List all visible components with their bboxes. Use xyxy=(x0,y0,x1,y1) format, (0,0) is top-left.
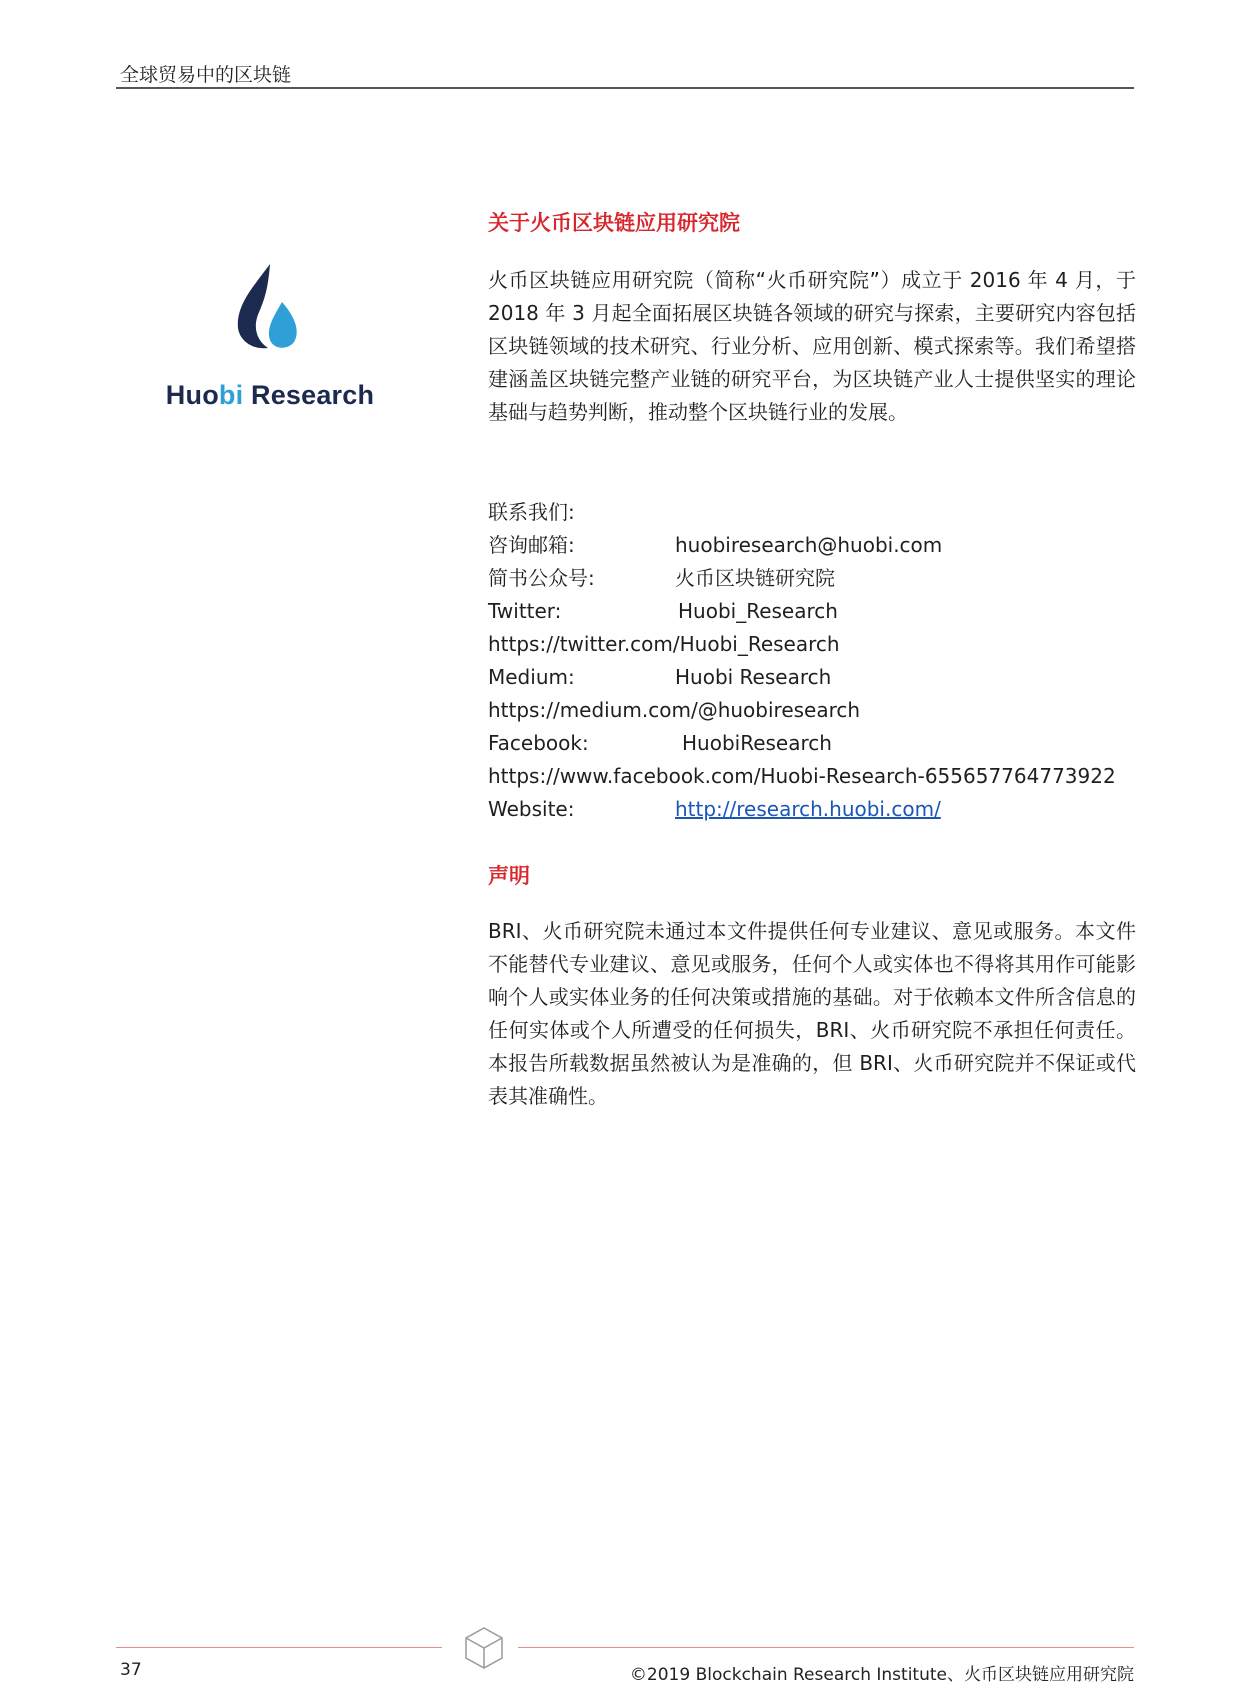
contact-website-row xyxy=(488,793,1136,826)
email-label: 咨询邮箱: xyxy=(488,533,575,557)
jianshu-value: 火币区块链研究院 xyxy=(675,566,835,590)
jianshu-label: 简书公众号: xyxy=(488,566,595,590)
contact-heading: 联系我们: xyxy=(488,500,575,524)
contact-twitter-row xyxy=(488,595,1136,628)
twitter-url: https://twitter.com/Huobi_Research xyxy=(488,632,840,656)
header-divider xyxy=(116,87,1134,89)
twitter-value: Huobi_Research xyxy=(678,599,838,623)
website-label: Website: xyxy=(488,797,575,821)
cube-icon xyxy=(462,1625,506,1671)
contact-medium-row xyxy=(488,661,1136,694)
disclaimer-paragraph: BRI、火币研究院未通过本文件提供任何专业建议、意见或服务。本文件不能替代专业建议、意见或服务，任何个人或实体也不得将其用作可能影响个人或实体业务的任何决策或措施的基础。对于依赖本文件所含信息的任何实体或个人所遭受的任何损失，BRI、火币研究院不承担任何责任。本报告所载数据虽然被认为是准确的，但 BRI、火币研究院并不保证或代表其准确性。 xyxy=(488,919,1136,1108)
facebook-value: HuobiResearch xyxy=(682,731,832,755)
footer-divider-left xyxy=(116,1647,442,1648)
header-title: 全球贸易中的区块链 xyxy=(120,64,292,86)
facebook-label: Facebook: xyxy=(488,731,589,755)
facebook-url-row xyxy=(488,760,1136,793)
contact-section xyxy=(488,496,1136,826)
copyright-text: ©2019 Blockchain Research Institute、火币区块链应用研究院 xyxy=(629,1665,1134,1685)
page-number: 37 xyxy=(120,1660,142,1680)
logo-wordmark: Huobi Research xyxy=(165,380,375,410)
contact-email-row xyxy=(488,529,1136,562)
disclaimer-title: 声明 xyxy=(488,864,530,888)
huobi-research-logo xyxy=(150,262,390,422)
medium-value: Huobi Research xyxy=(675,665,832,689)
twitter-label: Twitter: xyxy=(488,599,562,623)
contact-facebook-row xyxy=(488,727,1136,760)
email-value: huobiresearch@huobi.com xyxy=(675,533,943,557)
website-link[interactable]: http://research.huobi.com/ xyxy=(675,797,941,821)
facebook-url: https://www.facebook.com/Huobi-Research-655657764773922 xyxy=(488,764,1116,788)
medium-label: Medium: xyxy=(488,665,575,689)
contact-jianshu-row xyxy=(488,562,1136,595)
about-paragraph: 火币区块链应用研究院（简称“火币研究院”）成立于 2016 年 4 月，于 2018 年 3 月起全面拓展区块链各领域的研究与探索，主要研究内容包括区块链领域的技术研究、行业分析、应用创新、模式探索等。我们希望搭建涵盖区块链完整产业链的研究平台，为区块链产业人士提供坚实的理论基础与趋势判断，推动整个区块链行业的发展。 xyxy=(488,268,1136,424)
twitter-url-row xyxy=(488,628,1136,661)
footer-divider-right xyxy=(518,1647,1134,1648)
about-title: 关于火币区块链应用研究院 xyxy=(488,211,740,235)
medium-url: https://medium.com/@huobiresearch xyxy=(488,698,861,722)
flame-logo-icon xyxy=(230,262,310,352)
medium-url-row xyxy=(488,694,1136,727)
